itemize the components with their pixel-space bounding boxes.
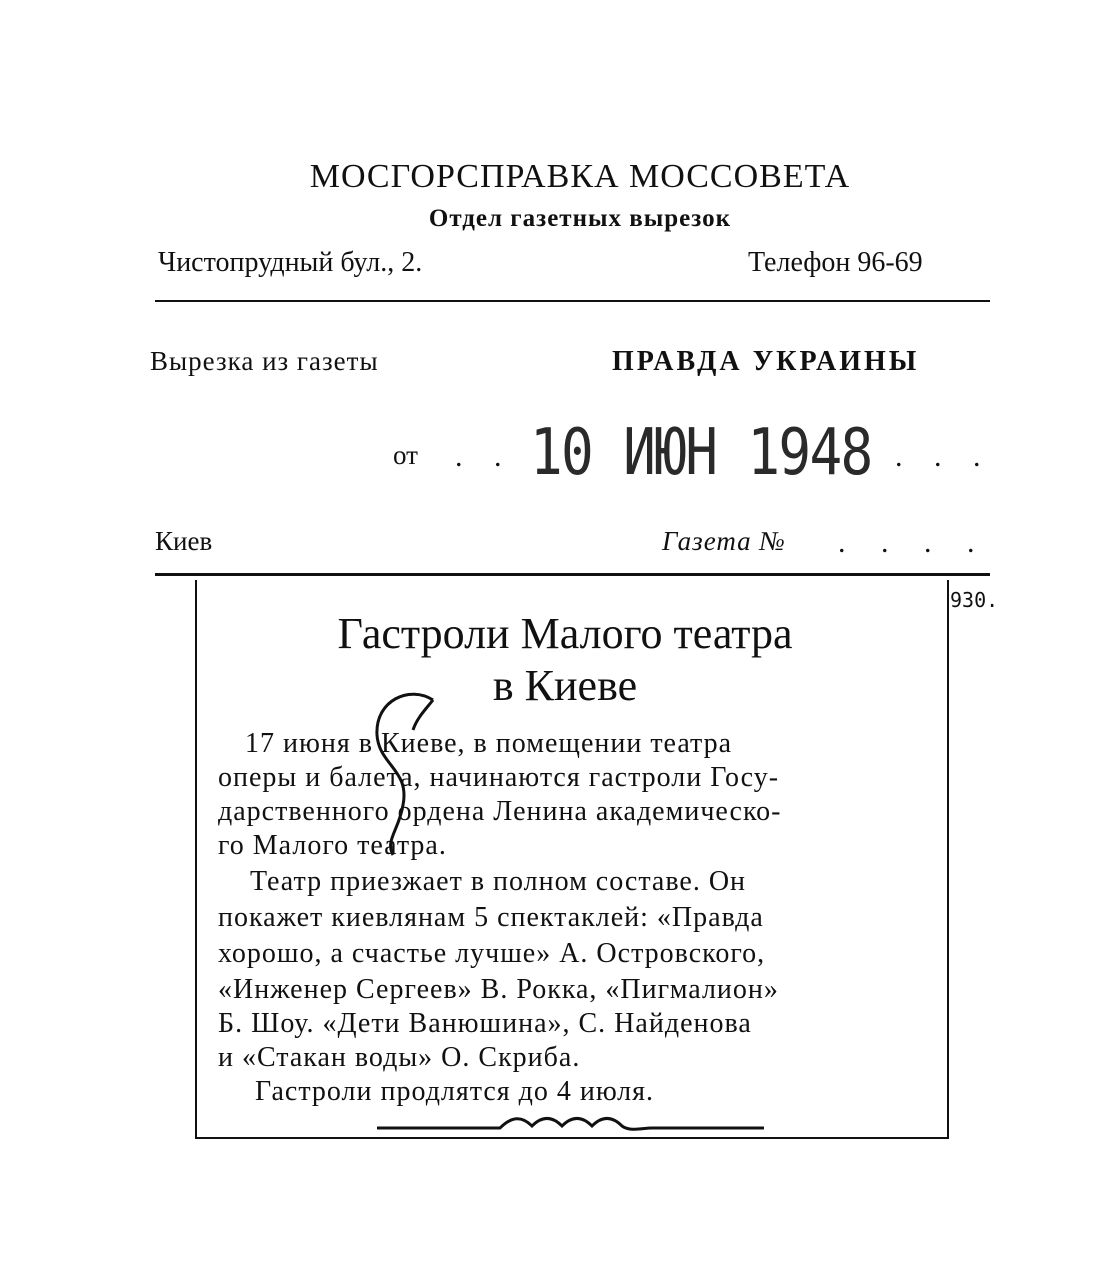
article-line: Театр приезжает в полном составе. Он [250, 866, 747, 897]
underline-flourish [372, 1112, 772, 1136]
department-subtitle: Отдел газетных вырезок [428, 205, 732, 232]
article-line: оперы и балета, начинаются гастроли Госу- [218, 762, 780, 793]
article-line: покажет киевлянам 5 спектаклей: «Правда [218, 902, 764, 933]
article-line: Гастроли продлятся до 4 июля. [255, 1076, 654, 1107]
article-line: и «Стакан воды» О. Скриба. [218, 1042, 581, 1073]
bureau-address: Чистопрудный бул., 2. [158, 247, 423, 278]
handwritten-mark [355, 690, 455, 860]
article-line: «Инженер Сергеев» В. Рокка, «Пигмалион» [218, 974, 779, 1005]
article-line: го Малого театра. [218, 830, 447, 861]
city-label: Киев [155, 526, 213, 556]
bureau-title: МОСГОРСПРАВКА МОССОВЕТА [309, 158, 851, 195]
article-line: дарственного ордена Ленина академическо- [218, 796, 782, 827]
issue-dots: . . . . [838, 526, 989, 559]
article-line: Б. Шоу. «Дети Ванюшина», С. Найденова [218, 1008, 752, 1039]
bureau-phone: Телефон 96-69 [748, 247, 923, 278]
article-line: хорошо, а счастье лучше» А. Островского, [218, 938, 766, 969]
article-title-line: в Киеве [492, 661, 638, 710]
issue-label: Газета № [662, 526, 786, 556]
date-prefix: от [393, 440, 418, 470]
article-title-line: Гастроли Малого театра [337, 609, 793, 658]
article-title [215, 608, 915, 712]
date-stamp: 10 ИЮН 1948 [530, 416, 872, 490]
date-dots-leading: . . [455, 440, 514, 473]
article-number: 930. [950, 588, 999, 612]
clipping-divider [155, 573, 990, 576]
clipping-label: Вырезка из газеты [150, 346, 379, 376]
article-line: 17 июня в Киеве, в помещении театра [245, 728, 733, 759]
date-dots-trailing: . . . [895, 440, 993, 473]
header-divider [155, 300, 990, 302]
newspaper-name: ПРАВДА УКРАИНЫ [612, 346, 920, 377]
